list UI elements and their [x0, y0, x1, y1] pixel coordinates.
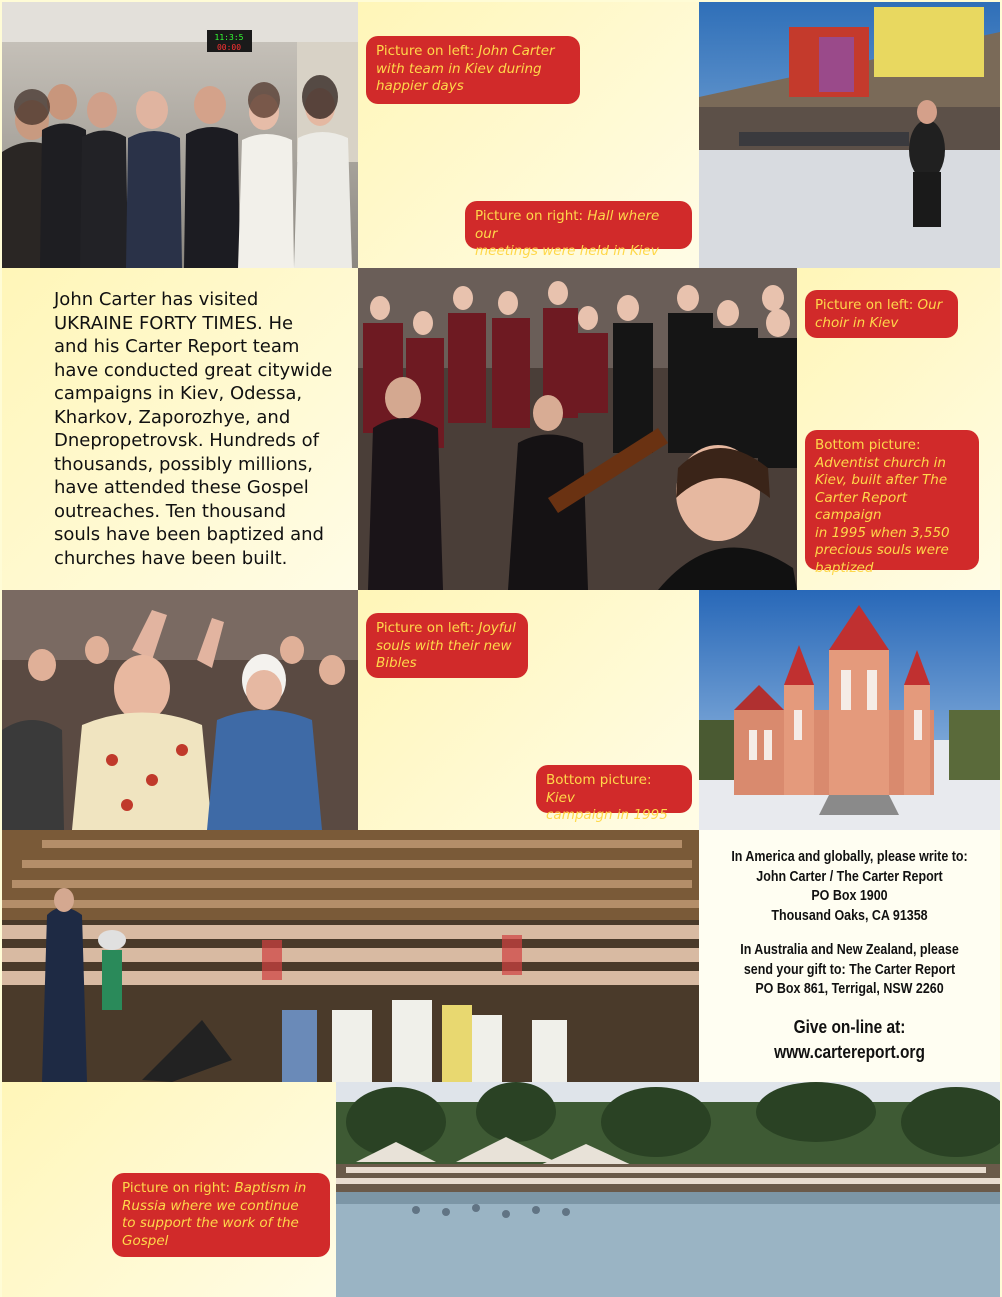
address-block: In America and globally, please write to: John Carter / The Carter Report PO Box 1900 Thousand Oaks, CA 91358 In Australia and New Zealand, please send your gift to: The Carter Report PO Box 861, Terrigal, NSW 2260 Give on-line at: www.cartereport.org: [720, 848, 979, 1065]
clock-time: 11:3:5: [214, 33, 244, 42]
campaign-photo: [2, 830, 699, 1082]
caption-team-photo: Picture on left: John Carter with team in Kiev during happier days: [366, 36, 580, 104]
caption-choir-photo: Picture on left: Our choir in Kiev: [805, 290, 958, 338]
choir-photo: [358, 268, 797, 590]
caption-baptism-photo: Picture on right: Baptism in Russia where we continue to support the work of the Gospel: [112, 1173, 330, 1257]
website-link[interactable]: www.cartereport.org: [774, 1041, 925, 1062]
baptism-photo: [336, 1082, 1000, 1297]
caption-hall-photo: Picture on right: Hall where our meetings were held in Kiev: [465, 201, 692, 249]
caption-bibles-photo: Picture on left: Joyful souls with their new Bibles: [366, 613, 528, 678]
team-photo: [2, 2, 358, 268]
hall-photo: [699, 2, 1000, 268]
church-photo: [699, 590, 1000, 830]
intro-text: John Carter has visited UKRAINE FORTY TIMES. He and his Carter Report team have conducted great citywide campaigns in Kiev, Odessa, Kharkov, Zaporozhye, and Dnepropetrovsk. Hundreds of thousands, possibly millions, have attended these Gospel outreaches. Ten thousand souls have been baptized and churches have been built.: [54, 289, 333, 569]
clock-sub: 00:00: [216, 43, 242, 52]
caption-church-photo: Bottom picture: Adventist church in Kiev, built after The Carter Report campaign in 1995 when 3,550 precious souls were baptized: [805, 430, 979, 570]
give-online-label: Give on-line at:: [793, 1016, 906, 1037]
caption-campaign-photo: Bottom picture: Kiev campaign in 1995: [536, 765, 692, 813]
bibles-photo: [2, 590, 358, 830]
